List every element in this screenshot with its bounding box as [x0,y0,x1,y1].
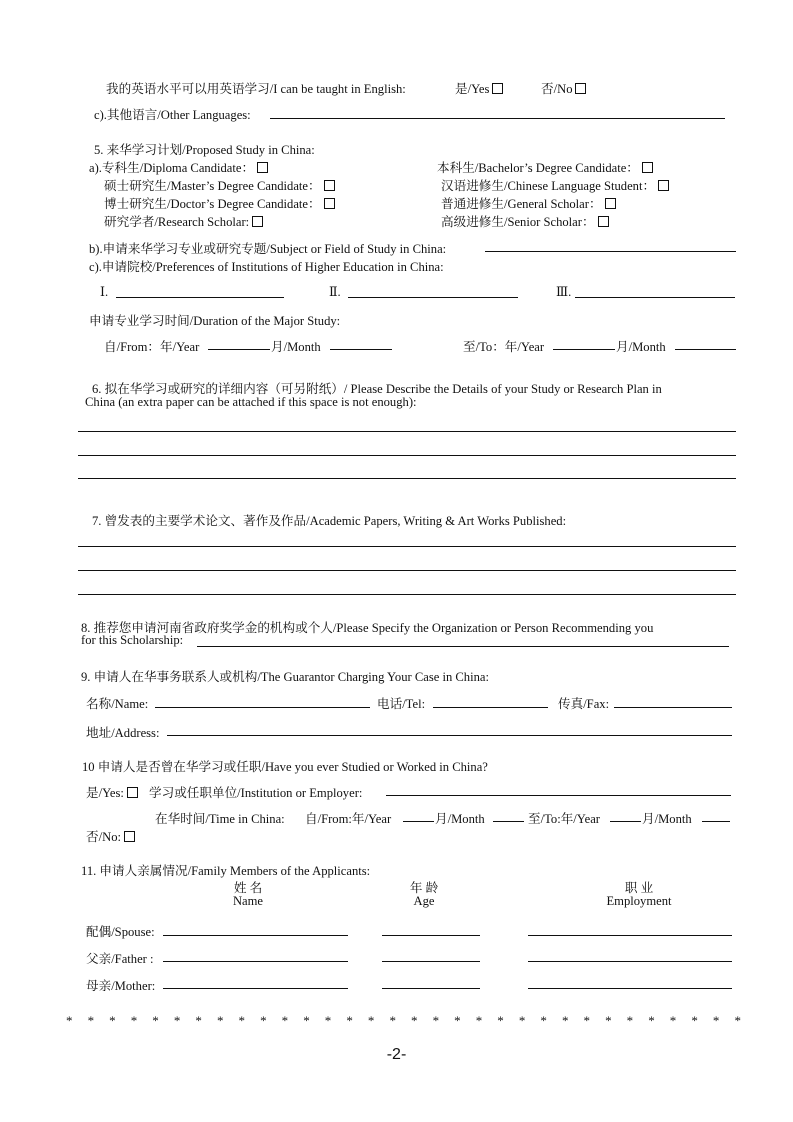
publications-line-2[interactable] [78,570,736,571]
separator-star: * [109,1013,116,1028]
china-to-month-label: 月/Month [642,812,692,826]
separator-star: * [648,1013,655,1028]
section-9-title: 9. 申请人在华事务联系人或机构/The Guarantor Charging Your Case in China: [81,670,489,684]
master-checkbox[interactable] [324,180,335,191]
general-scholar-option[interactable]: 普通进修生/General Scholar： [441,193,616,212]
father-age-field[interactable] [382,961,480,962]
studied-yes-option[interactable]: 是/Yes: [86,782,138,801]
father-label: 父亲/Father : [86,952,154,966]
separator-star: * [605,1013,612,1028]
father-name-field[interactable] [163,961,348,962]
subject-field[interactable] [485,251,736,252]
section-6-title: 6. 拟在华学习或研究的详细内容（可另附纸）/ Please Describe the Details of your Study or Research Plan in [92,382,662,396]
institution-label: 学习或任职单位/Institution or Employer: [149,786,363,800]
section-7-title: 7. 曾发表的主要学术论文、著作及作品/Academic Papers, Writing & Art Works Published: [92,514,567,528]
english-no-checkbox[interactable] [575,83,586,94]
spouse-employment-field[interactable] [528,935,732,936]
guarantor-tel-label: 电话/Tel: [377,697,426,711]
duration-label: 申请专业学习时间/Duration of the Major Study: [89,314,341,328]
recommender-field[interactable] [197,646,729,647]
china-from-month-label: 月/Month [435,812,485,826]
separator-star: * [475,1013,483,1028]
preference-2-label: Ⅱ. [329,285,341,299]
diploma-option[interactable]: a).专科生/Diploma Candidate： [89,157,268,176]
mother-age-field[interactable] [382,988,480,989]
separator-star: * [497,1013,504,1028]
guarantor-fax-field[interactable] [614,707,732,708]
senior-scholar-checkbox[interactable] [598,216,609,227]
separator-star: * [583,1013,590,1028]
separator-star: * [411,1013,418,1028]
section-10-title: 10 申请人是否曾在华学习或任职/Have you ever Studied or Worked in China? [82,760,488,774]
section-11-title: 11. 申请人亲属情况/Family Members of the Applicants: [81,864,371,878]
section-5-title: 5. 来华学习计划/Proposed Study in China: [94,143,315,157]
separator-star: * [540,1013,547,1028]
separator-star: * [346,1013,353,1028]
duration-to-month-label: 月/Month [616,340,666,354]
mother-label: 母亲/Mother: [86,979,156,993]
col-name-en: Name [232,894,264,908]
subject-label: b).申请来华学习专业或研究专题/Subject or Field of Study in China: [89,242,447,256]
china-from-year-field[interactable] [403,821,434,822]
china-from-year-label: 自/From:年/Year [305,812,392,826]
general-scholar-checkbox[interactable] [605,198,616,209]
separator-star: * [734,1013,741,1028]
doctor-option[interactable]: 博士研究生/Doctor’s Degree Candidate： [104,193,335,212]
preferences-label: c).申请院校/Preferences of Institutions of Higher Education in China: [89,260,444,274]
preference-1-field[interactable] [116,297,284,298]
duration-to-month-field[interactable] [675,349,736,350]
guarantor-address-label: 地址/Address: [86,726,160,740]
separator-star: * [216,1013,224,1028]
studied-no-checkbox[interactable] [124,831,135,842]
institution-field[interactable] [386,795,731,796]
study-plan-line-2[interactable] [78,455,736,456]
preference-3-label: Ⅲ. [556,285,572,299]
english-yes-checkbox[interactable] [492,83,503,94]
separator-star: * [389,1013,396,1028]
english-no-option[interactable]: 否/No [541,78,586,97]
studied-yes-checkbox[interactable] [127,787,138,798]
mother-name-field[interactable] [163,988,348,989]
section-6-title-cont: China (an extra paper can be attached if this space is not enough): [85,395,417,409]
mother-employment-field[interactable] [528,988,732,989]
time-in-china-label: 在华时间/Time in China: [155,812,285,826]
separator-star: * [260,1013,267,1028]
separator-star: * [152,1013,159,1028]
english-ability-label: 我的英语水平可以用英语学习/I can be taught in English: [106,82,406,96]
separator-star: * [303,1013,310,1028]
study-plan-line-3[interactable] [78,478,736,479]
separator-stars [66,1013,741,1029]
guarantor-address-field[interactable] [167,735,732,736]
spouse-name-field[interactable] [163,935,348,936]
separator-star: * [712,1013,720,1028]
guarantor-name-label: 名称/Name: [86,697,149,711]
separator-star: * [324,1013,332,1028]
father-employment-field[interactable] [528,961,732,962]
research-scholar-option[interactable]: 研究学者/Research Scholar: [104,211,263,230]
publications-line-3[interactable] [78,594,736,595]
separator-star: * [173,1013,181,1028]
study-plan-line-1[interactable] [78,431,736,432]
preference-1-label: Ⅰ. [100,285,109,299]
studied-no-option[interactable]: 否/No: [86,826,135,845]
bachelor-option[interactable]: 本科生/Bachelor’s Degree Candidate： [437,157,653,176]
preference-3-field[interactable] [575,297,735,298]
col-employment-en: Employment [606,894,672,908]
separator-star: * [195,1013,202,1028]
separator-star: * [432,1013,440,1028]
china-to-month-field[interactable] [702,821,730,822]
china-to-year-field[interactable] [610,821,641,822]
col-name-cn: 姓 名 [233,881,263,895]
master-option[interactable]: 硕士研究生/Master’s Degree Candidate： [104,175,335,194]
senior-scholar-option[interactable]: 高级进修生/Senior Scholar： [441,211,609,230]
separator-star: * [130,1013,138,1028]
separator-star: * [87,1013,95,1028]
china-to-year-label: 至/To:年/Year [528,812,601,826]
separator-star: * [66,1013,73,1028]
publications-line-1[interactable] [78,546,736,547]
separator-star: * [691,1013,698,1028]
section-8-title-cont: for this Scholarship: [81,633,184,647]
guarantor-fax-label: 传真/Fax: [558,697,610,711]
other-languages-field[interactable] [270,118,725,119]
diploma-checkbox[interactable] [257,162,268,173]
duration-to-year-field[interactable] [553,349,615,350]
chinese-language-option[interactable]: 汉语进修生/Chinese Language Student： [441,175,669,194]
separator-star: * [626,1013,634,1028]
duration-to-year-label: 至/To：年/Year [463,340,545,354]
separator-star: * [669,1013,677,1028]
separator-star: * [454,1013,461,1028]
spouse-age-field[interactable] [382,935,480,936]
guarantor-name-field[interactable] [155,707,370,708]
english-yes-option[interactable]: 是/Yes [455,78,503,97]
separator-star: * [367,1013,375,1028]
col-age-en: Age [413,894,435,908]
duration-from-year-field[interactable] [208,349,270,350]
doctor-checkbox[interactable] [324,198,335,209]
separator-star: * [561,1013,569,1028]
duration-from-month-label: 月/Month [271,340,321,354]
research-scholar-checkbox[interactable] [252,216,263,227]
duration-from-month-field[interactable] [330,349,392,350]
guarantor-tel-field[interactable] [433,707,548,708]
page-number: -2- [386,1046,407,1063]
bachelor-checkbox[interactable] [642,162,653,173]
duration-from-year-label: 自/From：年/Year [104,340,200,354]
preference-2-field[interactable] [348,297,518,298]
section-8-title: 8. 推荐您申请河南省政府奖学金的机构或个人/Please Specify the Organization or Person Recommending you [81,621,654,635]
col-employment-cn: 职 业 [624,881,654,895]
col-age-cn: 年 龄 [409,881,439,895]
separator-star: * [518,1013,526,1028]
chinese-language-checkbox[interactable] [658,180,669,191]
other-languages-label: c).其他语言/Other Languages: [94,108,251,122]
separator-star: * [281,1013,289,1028]
separator-star: * [238,1013,245,1028]
spouse-label: 配偶/Spouse: [86,925,155,939]
china-from-month-field[interactable] [493,821,524,822]
